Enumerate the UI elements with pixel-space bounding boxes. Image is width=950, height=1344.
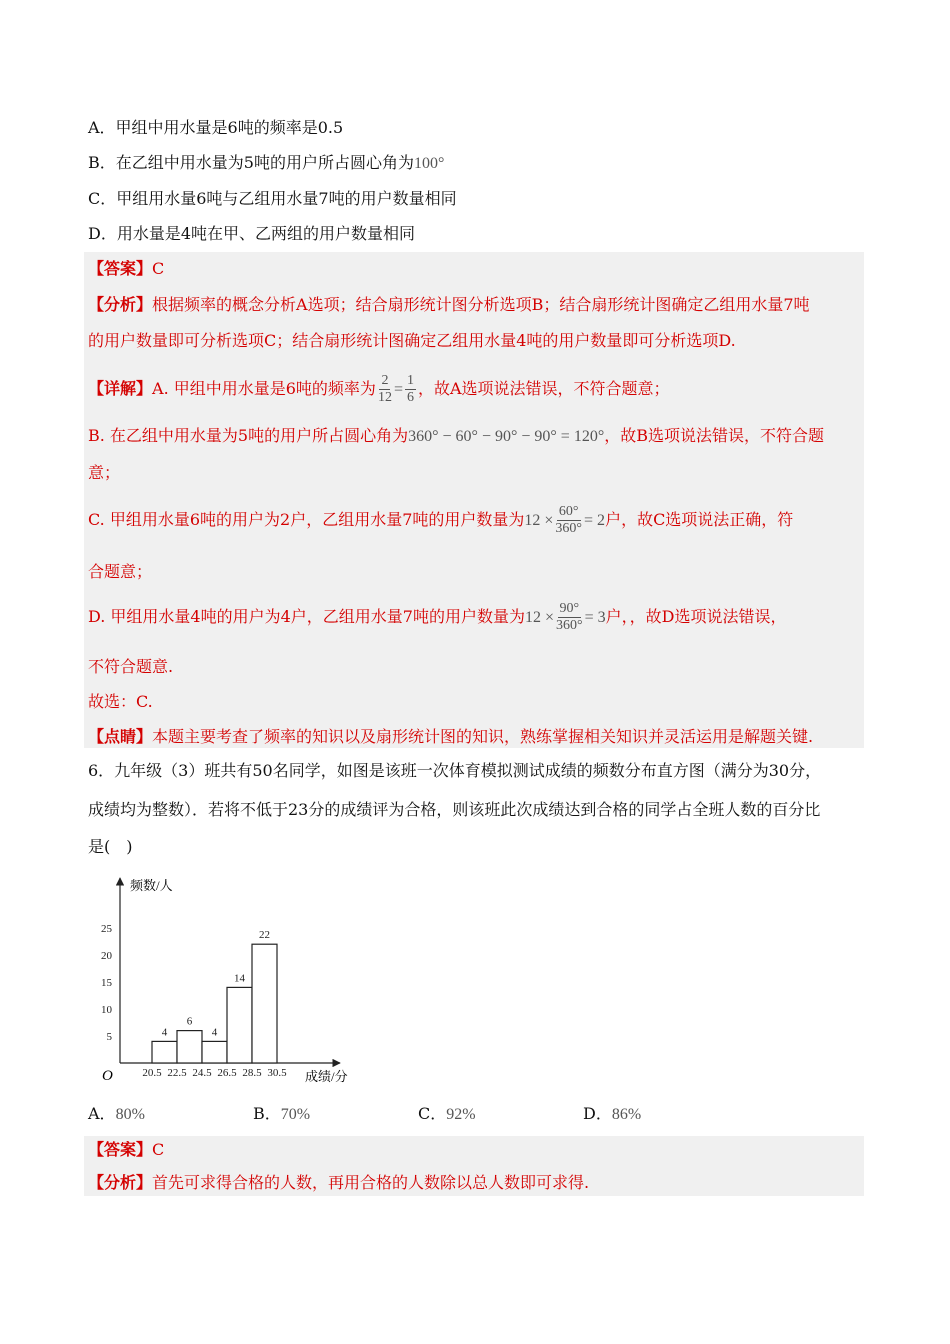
q5-option-c: C．甲组用水量6吨与乙组用水量7吨的用户数量相同 <box>88 189 457 208</box>
q5-detail-d: D. 甲组用水量4吨的用户为4户，乙组用水量7吨的用户数量为12 × $\frac{90^\circ}{360^\circ}$ = 3户，，故D选项说法错误， <box>88 601 787 633</box>
bar-value-label-1: 6 <box>186 1015 193 1028</box>
q5-option-b-text: B．在乙组中用水量为5吨的用户所占圆心角为 <box>88 153 414 172</box>
q5-detail-a-frac2: $\frac{1}{6}$ <box>406 373 414 405</box>
q6-answer <box>88 1139 164 1161</box>
q6-option-c: C．92% <box>418 1104 476 1123</box>
q5-detail-b-math: 360° − 60° − 90° − 90° = 120° <box>408 428 605 445</box>
q5-analysis-text1: 根据频率的概念分析A选项；结合扇形统计图分析选项B；结合扇形统计图确定乙组用水量7吨 <box>152 295 810 314</box>
y-tick-label-25: 25 <box>101 923 112 935</box>
bar-value-label-0: 4 <box>161 1026 168 1039</box>
q5-answer-value: C <box>152 259 165 278</box>
q6-stem-line1: 6．九年级（3）班共有50名同学，如图是该班一次体育模拟测试成绩的频数分布直方图（满分为30分， <box>88 761 822 780</box>
x-tick-label-1: 22.5 <box>167 1067 187 1079</box>
q5-detail-tag: 【详解】 <box>88 379 153 398</box>
bar-value-label-2: 4 <box>211 1026 218 1039</box>
q5-option-d: D．用水量是4吨在甲、乙两组的用户数量相同 <box>88 224 416 243</box>
q6-answer-tag: 【答案】 <box>88 1140 153 1159</box>
q5-choose: 故选：C. <box>88 692 153 711</box>
q5-detail-b-line2: 意； <box>88 463 121 482</box>
q5-detail-d-line2: 不符合题意. <box>88 657 174 676</box>
q5-detail-c: C. 甲组用水量6吨的用户为2户，乙组用水量7吨的用户数量为12 × $\frac{60^\circ}{360^\circ}$ = 2户，故C选项说法正确，符 <box>88 504 794 536</box>
q6-option-d: D．86% <box>583 1104 642 1123</box>
histogram-bar-0 <box>152 1041 177 1063</box>
q6-stem-line3: 是( ) <box>88 837 133 856</box>
x-axis-label: 成绩/分 <box>305 1069 348 1084</box>
q6-analysis: 【分析】首先可求得合格的人数，再用合格的人数除以总人数即可求得. <box>88 1173 590 1192</box>
y-tick-label-20: 20 <box>101 950 112 962</box>
x-tick-label-4: 28.5 <box>242 1067 262 1079</box>
q5-detail-b: B. 在乙组中用水量为5吨的用户所占圆心角为360° − 60° − 90° − 90° = 120°，故B选项说法错误，不符合题 <box>88 426 824 445</box>
q6-stem-line2: 成绩均为整数）．若将不低于23分的成绩评为合格，则该班此次成绩达到合格的同学占全班人数的百分比 <box>88 800 821 819</box>
q6-option-a: A．80% <box>88 1104 145 1123</box>
histogram-bar-3 <box>227 987 252 1063</box>
q5-detail-a-frac1: $\frac{2}{12}$ <box>377 373 392 405</box>
q5-option-b-math: 100° <box>413 155 445 172</box>
x-tick-label-0: 20.5 <box>142 1067 162 1079</box>
q5-analysis-line1 <box>88 294 810 316</box>
q6-answer-value: C <box>152 1140 165 1159</box>
x-tick-label-3: 26.5 <box>217 1067 237 1079</box>
q5-detail-d-frac: $\frac{90^\circ}{360^\circ}$ <box>556 601 583 633</box>
q5-detail-a: 【详解】A. 甲组中用水量是6吨的频率为 $\frac{2}{12}$ = $\frac{1}{6}$ ，故A选项说法错误，不符合题意； <box>88 373 670 405</box>
histogram-bar-4 <box>252 944 277 1063</box>
y-tick-label-15: 15 <box>101 977 112 989</box>
y-tick-label-10: 10 <box>101 1004 112 1016</box>
histogram-bar-2 <box>202 1041 227 1063</box>
q5-comment: 【点睛】本题主要考查了频率的知识以及扇形统计图的知识，熟练掌握相关知识并灵活运用是解题关键. <box>88 727 814 746</box>
y-tick-label-5: 5 <box>106 1031 112 1043</box>
q5-detail-a-pre: A. 甲组中用水量是6吨的频率为 <box>152 379 376 398</box>
q5-option-b <box>88 152 444 175</box>
y-axis-label: 频数/人 <box>130 878 173 893</box>
x-tick-label-2: 24.5 <box>192 1067 212 1079</box>
q5-answer <box>88 258 164 280</box>
x-tick-label-5: 30.5 <box>267 1067 287 1079</box>
histogram-chart <box>90 870 380 1085</box>
q5-analysis-line2: 的用户数量即可分析选项C；结合扇形统计图确定乙组用水量4吨的用户数量即可分析选项D. <box>88 331 736 350</box>
q5-comment-tag: 【点睛】 <box>88 727 153 746</box>
q5-analysis-tag: 【分析】 <box>88 295 153 314</box>
q5-option-a: A．甲组中用水量是6吨的频率是0.5 <box>88 118 344 137</box>
bar-value-label-4: 22 <box>259 929 270 942</box>
histogram-bar-1 <box>177 1031 202 1063</box>
q5-detail-a-post: ，故A选项说法错误，不符合题意； <box>417 379 670 398</box>
q5-detail-c-line2: 合题意； <box>88 562 153 581</box>
q6-option-b: B．70% <box>253 1104 311 1123</box>
origin-label: O <box>102 1068 113 1084</box>
q6-analysis-tag: 【分析】 <box>88 1173 153 1192</box>
bar-value-label-3: 14 <box>234 972 245 985</box>
q5-detail-c-frac: $\frac{60^\circ}{360^\circ}$ <box>555 504 583 536</box>
q5-answer-tag: 【答案】 <box>88 259 153 278</box>
